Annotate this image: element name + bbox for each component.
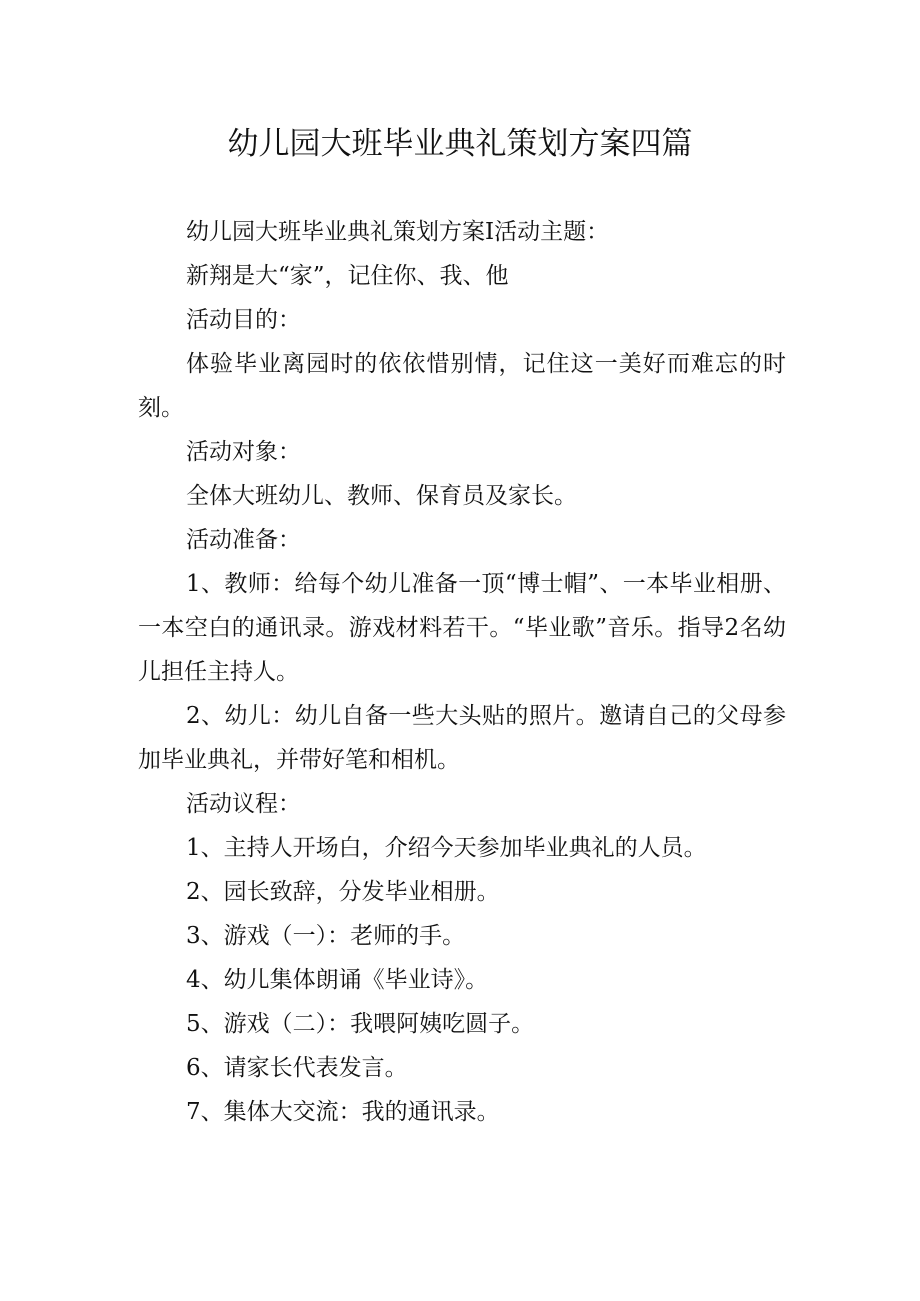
paragraph-preparation-teacher: 1、教师：给每个幼儿准备一顶“博士帽”、一本毕业相册、一本空白的通讯录。游戏材料若干。“毕业歌”音乐。指导2名幼儿担任主持人。 [138, 571, 786, 685]
paragraph-theme-heading: 幼儿园大班毕业典礼策划方案Ⅰ活动主题： [186, 219, 610, 245]
document-title: 幼儿园大班毕业典礼策划方案四篇 [227, 126, 693, 162]
agenda-item-5: 5、游戏（二）：我喂阿姨吃圆子。 [186, 1011, 535, 1037]
paragraph-audience: 全体大班幼儿、教师、保育员及家长。 [186, 483, 577, 509]
agenda-item-4: 4、幼儿集体朗诵《毕业诗》。 [186, 967, 489, 993]
paragraph-theme: 新翔是大“家”，记住你、我、他 [186, 263, 509, 289]
document-body [138, 210, 786, 1134]
paragraph-preparation-child: 2、幼儿：幼儿自备一些大头贴的照片。邀请自己的父母参加毕业典礼，并带好笔和相机。 [138, 703, 786, 773]
agenda-item-2: 2、园长致辞，分发毕业相册。 [186, 879, 500, 905]
paragraph-preparation-heading: 活动准备： [186, 527, 301, 553]
paragraph-purpose-heading: 活动目的： [186, 307, 301, 333]
agenda-item-3: 3、游戏（一）：老师的手。 [186, 923, 466, 949]
agenda-item-6: 6、请家长代表发言。 [186, 1055, 408, 1081]
agenda-item-1: 1、主持人开场白，介绍今天参加毕业典礼的人员。 [186, 835, 707, 861]
paragraph-purpose: 体验毕业离园时的依依惜别情，记住这一美好而难忘的时刻。 [138, 351, 786, 421]
paragraph-audience-heading: 活动对象： [186, 439, 301, 465]
paragraph-agenda-heading: 活动议程： [186, 791, 301, 817]
agenda-item-7: 7、集体大交流：我的通讯录。 [186, 1099, 500, 1125]
